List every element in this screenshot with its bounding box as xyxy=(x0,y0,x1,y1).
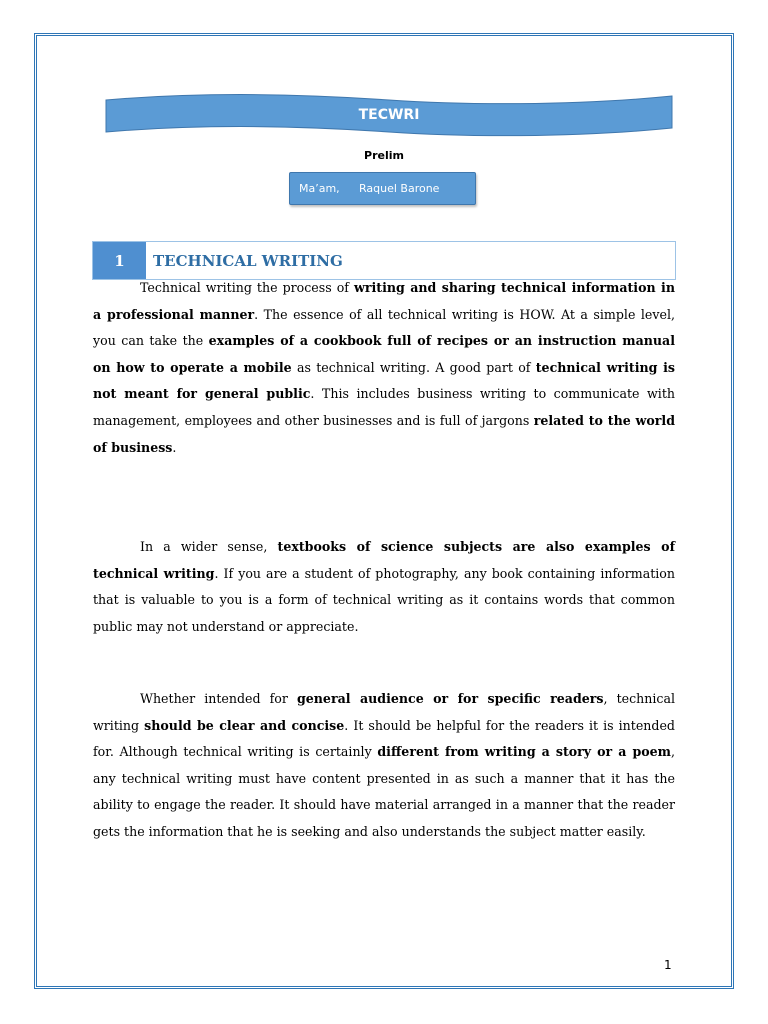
text-segment: Whether intended for xyxy=(140,691,297,706)
text-segment: . The essence of all technical writing is HOW. At a simple level, you can take the xyxy=(93,306,675,349)
bold-text-segment: related to the world of business xyxy=(93,412,675,455)
instructor-box xyxy=(289,172,476,205)
title-banner xyxy=(102,92,676,138)
section-title: TECHNICAL WRITING xyxy=(153,251,343,270)
text-segment: . If you are a student of photography, any book containing information that is valuable to you is a form of technical writing as it contains words that common public may not understand or appreciate. xyxy=(93,565,675,634)
document-title: TECWRI xyxy=(358,107,420,123)
text-segment: as technical writing. A good part of xyxy=(291,359,536,375)
bold-text-segment: technical writing is not meant for general public xyxy=(93,359,675,402)
text-segment: In a wider sense, xyxy=(140,539,278,554)
bold-text-segment: general audience or for specific readers xyxy=(296,691,604,706)
text-segment: . xyxy=(172,439,177,455)
paragraph xyxy=(93,275,675,461)
text-segment: . It should be helpful for the readers it is intended for. Although technical writing is certainly xyxy=(93,717,675,760)
bold-text-segment: writing and sharing technical information in a professional manner xyxy=(93,280,675,322)
page-number: 1 xyxy=(664,958,672,972)
section-number: 1 xyxy=(93,242,146,279)
instructor-salutation: Ma’am, xyxy=(299,182,340,195)
text-segment: , technical writing xyxy=(93,691,675,733)
paragraph xyxy=(93,534,675,640)
paragraph xyxy=(93,686,675,846)
instructor-name: Raquel Barone xyxy=(359,182,440,195)
subtitle: Prelim xyxy=(364,149,404,162)
text-segment: . This includes business writing to communicate with management, employees and other businesses and is full of jargons xyxy=(93,386,675,428)
text-segment: Technical writing the process of xyxy=(140,280,354,295)
bold-text-segment: different from writing a story or a poem xyxy=(377,744,671,760)
bold-text-segment: textbooks of science subjects are also examples of technical writing xyxy=(93,539,675,581)
text-segment: , any technical writing must have content presented in as such a manner that it has the ability to engage the reader. It should have material arranged in a manner that the reader gets the information that he is seeking and also understands the subject matter easily. xyxy=(93,744,675,839)
bold-text-segment: should be clear and concise xyxy=(144,717,345,733)
bold-text-segment: examples of a cookbook full of recipes or an instruction manual on how to operate a mobile xyxy=(93,333,675,375)
